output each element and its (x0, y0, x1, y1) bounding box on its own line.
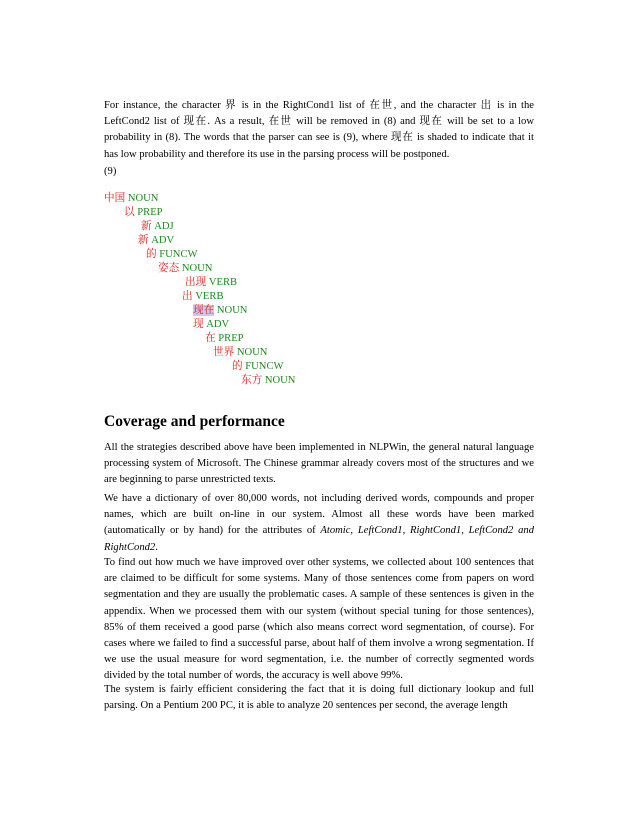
tree-row (141, 220, 174, 234)
tree-row (185, 276, 237, 290)
paragraph-evaluation: To find out how much we have improved over other systems, we collected about 100 sentences that are claimed to be difficult for some systems. Many of those sentences come from papers on word segmentation and they are usually the problematic cases. A sample of these sentences is given in the appendix. When we processed them with our system (without special tuning for those sentences), 85% of them received a good parse (which also means correct word segmentation, of course). For cases where we failed to find a successful parse, about half of them involve a wrong segmentation. If we use the usual measure for word segmentation, i.e. the number of correctly segmented words divided by the total number of words, the accuracy is well above 99%. (104, 557, 534, 682)
tree-tag: ADJ (154, 221, 174, 232)
tree-tag: ADV (206, 319, 230, 330)
tree-word: 现 (193, 319, 204, 330)
tree-row (138, 234, 174, 248)
tree-tag: NOUN (127, 193, 159, 204)
tree-word-shaded: 现在 (193, 305, 215, 316)
tree-tag: VERB (208, 277, 238, 288)
intro-paragraph: For instance, the character 界 is in the RightCond1 list of 在世, and the character 出 is in the LeftCond2 list of 现在. As a result, 在世 will be removed in (8) and 现在 will be set to a low probability in (8). The words that the parser can see is (9), where 现在 is shaded to indicate that it has low probability and therefore its use in the parsing process will be postponed. (104, 100, 534, 160)
tree-word: 中国 (104, 193, 126, 204)
tree-row (104, 192, 158, 206)
tree-tag: NOUN (236, 347, 268, 358)
tree-tag: FUNCW (159, 249, 198, 260)
paragraph-efficiency: The system is fairly efficient considering the fact that it is doing full dictionary lookup and full parsing. On a Pentium 200 PC, it is able to analyze 20 sentences per second, the average length (104, 684, 534, 712)
tree-word: 东方 (241, 375, 263, 386)
tree-row (193, 318, 229, 332)
dictionary-text: We have a dictionary of over 80,000 words, not including derived words, compounds and proper names, which are built on-line in our system. Almost all these words have been marked (automatically or by hand) for the attributes of (104, 493, 534, 537)
tree-row (241, 374, 295, 388)
tree-word: 在 (205, 333, 216, 344)
example-label: (9) (104, 166, 117, 177)
section-heading: Coverage and performance (104, 413, 285, 430)
tree-tag: VERB (195, 291, 224, 302)
tree-tag: PREP (137, 207, 163, 218)
tree-row (158, 262, 212, 276)
tree-word: 以 (124, 207, 135, 218)
tree-row (205, 332, 244, 346)
tree-word: 新 (138, 235, 149, 246)
tree-row (146, 248, 198, 262)
paragraph-nlpwin: All the strategies described above have been implemented in NLPWin, the general natural language processing system of Microsoft. The Chinese grammar already covers most of the structures and we are beginning to parse unrestricted texts. (104, 442, 534, 486)
dictionary-end: . (155, 541, 158, 553)
tree-row (193, 304, 247, 318)
tree-word: 新 (141, 221, 152, 232)
tree-word: 姿态 (158, 263, 180, 274)
attribute-list: Atomic, LeftCond1, RightCond1, LeftCond2 and RightCond2 (104, 525, 535, 553)
tree-word: 世界 (213, 347, 235, 358)
tree-word: 的 (146, 249, 157, 260)
tree-row (182, 290, 224, 304)
tree-tag: NOUN (264, 375, 296, 386)
tree-tag: NOUN (216, 305, 248, 316)
tree-row (232, 360, 284, 374)
tree-word: 的 (232, 361, 243, 372)
tree-row (124, 206, 163, 220)
tree-row (213, 346, 267, 360)
tree-tag: PREP (218, 333, 244, 344)
tree-tag: NOUN (181, 263, 213, 274)
tree-tag: FUNCW (245, 361, 284, 372)
tree-word: 出现 (185, 277, 207, 288)
tree-tag: ADV (151, 235, 175, 246)
paragraph-dictionary (104, 491, 534, 556)
tree-word: 出 (182, 291, 193, 302)
